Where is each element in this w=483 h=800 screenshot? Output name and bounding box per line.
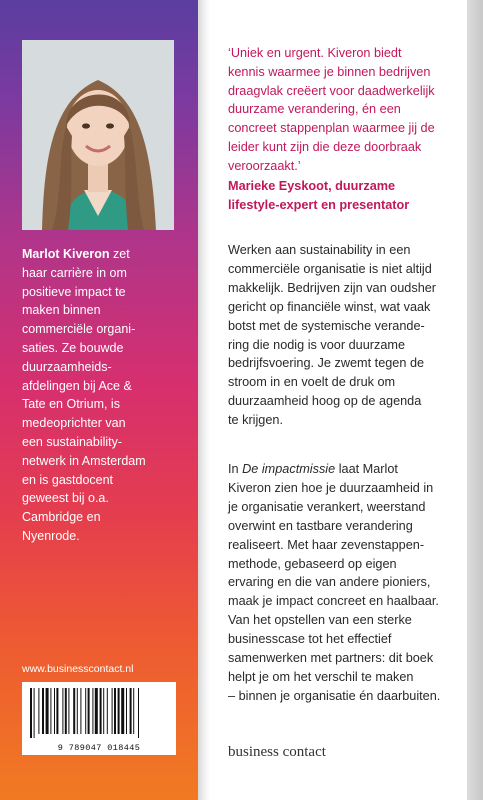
- publisher-logo: business contact: [228, 744, 326, 760]
- author-bio: [22, 245, 182, 546]
- bio-line: en is gastdocent: [22, 472, 114, 487]
- quote-line: leider kunt zijn die deze doorbraak: [228, 139, 422, 154]
- quote-line: ‘Uniek en urgent. Kiveron biedt: [228, 46, 402, 60]
- bio-line: Cambridge en: [22, 510, 101, 525]
- barcode-bar: [138, 688, 139, 738]
- barcode-bar: [73, 688, 75, 734]
- barcode-bar: [95, 688, 98, 734]
- paragraph-line: ring die nodig is voor duurzame: [228, 337, 406, 352]
- author-name: Marlot Kiveron: [22, 247, 110, 261]
- paragraph-line: businesscase tot het effectief: [228, 632, 392, 647]
- barcode-bar: [121, 688, 124, 734]
- quote-line: kennis waarmee je binnen bedrijven: [228, 64, 431, 79]
- bio-line: saties. Ze bouwde: [22, 340, 124, 355]
- bio-line: haar carrière in om: [22, 265, 127, 280]
- page-edge: [467, 0, 483, 800]
- quote-line: duurzame verandering, én een: [228, 102, 401, 117]
- bio-line: geweest bij o.a.: [22, 491, 109, 506]
- paragraph-line: Kiveron zien hoe je duurzaamheid in: [228, 480, 434, 495]
- bio-line: positieve impact te: [22, 284, 126, 299]
- blurb-paragraph-1: [228, 241, 462, 430]
- paragraph-line: botst met de systemische verande-: [228, 318, 425, 333]
- spine-shadow: [198, 0, 210, 800]
- barcode-bar: [126, 688, 127, 734]
- quote-line: draagvlak creëert voor daadwerkelijk: [228, 83, 435, 98]
- publisher-website: www.businesscontact.nl: [22, 663, 134, 675]
- barcode-bar: [112, 688, 113, 734]
- barcode-bar: [130, 688, 132, 734]
- paragraph-line: helpt je om het verschil te maken: [228, 669, 414, 684]
- barcode-bar: [100, 688, 102, 734]
- paragraph-line: ervaring en die van andere pioniers,: [228, 575, 431, 590]
- bio-line: commerciële organi-: [22, 322, 136, 337]
- paragraph-line: duurzaamheid hoog op de agenda: [228, 394, 422, 409]
- paragraph-line: makkelijk. Bedrijven zijn van oudsher: [228, 280, 437, 295]
- paragraph-line: overwint en tastbare verandering: [228, 518, 413, 533]
- bio-line: een sustainability-: [22, 434, 123, 449]
- barcode-bar: [46, 688, 49, 734]
- author-photo: [22, 40, 174, 230]
- barcode-bar: [65, 688, 67, 734]
- barcode-bar: [50, 688, 51, 734]
- bio-line: maken binnen: [22, 303, 101, 318]
- bio-line: duurzaamheids-: [22, 359, 112, 374]
- book-title: De impactmissie: [242, 462, 336, 476]
- barcode-bar: [92, 688, 93, 734]
- paragraph-line: commerciële organisatie is niet altijd: [228, 261, 432, 276]
- back-cover-gradient-panel: [0, 0, 198, 800]
- paragraph-line: realiseert. Met haar zevenstappen-: [228, 537, 425, 552]
- paragraph-line: gericht op financiële winst, wat vaak: [228, 299, 431, 314]
- bio-line: afdelingen bij Ace &: [22, 378, 132, 393]
- paragraph-line: bedrijfsvoering. Je zwemt tegen de: [228, 356, 425, 371]
- paragraph-line: In De impactmissie laat Marlot: [228, 462, 398, 476]
- isbn-barcode: [22, 682, 176, 755]
- isbn-number: 9 789047 018445: [57, 743, 141, 753]
- paragraph-line: samenwerken met partners: dit boek: [228, 651, 434, 666]
- barcode-bar: [103, 688, 104, 734]
- bio-line: Tate en Otrium, is: [22, 397, 120, 412]
- barcode-bar: [118, 688, 120, 734]
- barcode-bar: [34, 688, 35, 738]
- barcode-bar: [114, 688, 116, 734]
- barcode-bar: [38, 688, 39, 734]
- endorsement-quote: [228, 44, 462, 176]
- barcode-bar: [85, 688, 86, 734]
- paragraph-line: – binnen je organisatie én daarbuiten.: [228, 688, 441, 703]
- barcode-bar: [77, 688, 78, 734]
- author-portrait-image: [22, 40, 174, 230]
- quote-author-line: Marieke Eyskoot, duurzame: [228, 179, 396, 193]
- quote-line: veroorzaakt.’: [228, 158, 301, 173]
- barcode-bar: [88, 688, 90, 734]
- barcode-bar: [80, 688, 81, 734]
- paragraph-line: Van het opstellen van een sterke: [228, 613, 412, 628]
- bio-line: Marlot Kiveron zet: [22, 247, 130, 261]
- blurb-paragraph-2: [228, 460, 462, 706]
- barcode-bar: [107, 688, 108, 734]
- barcode-bar: [68, 688, 69, 734]
- paragraph-line: methode, gebaseerd op eigen: [228, 556, 397, 571]
- quote-author: [228, 177, 462, 215]
- quote-author-line: lifestyle-expert en presentator: [228, 197, 410, 212]
- paragraph-line: je organisatie verankert, weerstand: [228, 499, 426, 514]
- bio-line: medeoprichter van: [22, 416, 126, 431]
- barcode-bar: [56, 688, 58, 734]
- paragraph-line: Werken aan sustainability in een: [228, 243, 411, 257]
- bio-line: netwerk in Amsterdam: [22, 453, 146, 468]
- barcode-bars: [22, 682, 176, 742]
- barcode-bar: [42, 688, 44, 734]
- quote-line: concreet stappenplan waarmee jij de: [228, 121, 435, 136]
- paragraph-line: te krijgen.: [228, 413, 284, 428]
- barcode-bar: [30, 688, 32, 738]
- paragraph-line: maak je impact concreet en haalbaar.: [228, 594, 439, 609]
- barcode-bar: [54, 688, 55, 734]
- paragraph-line: stroom in en voelt de druk om: [228, 375, 396, 390]
- barcode-bar: [133, 688, 134, 734]
- bio-line: Nyenrode.: [22, 528, 80, 543]
- barcode-bar: [62, 688, 63, 734]
